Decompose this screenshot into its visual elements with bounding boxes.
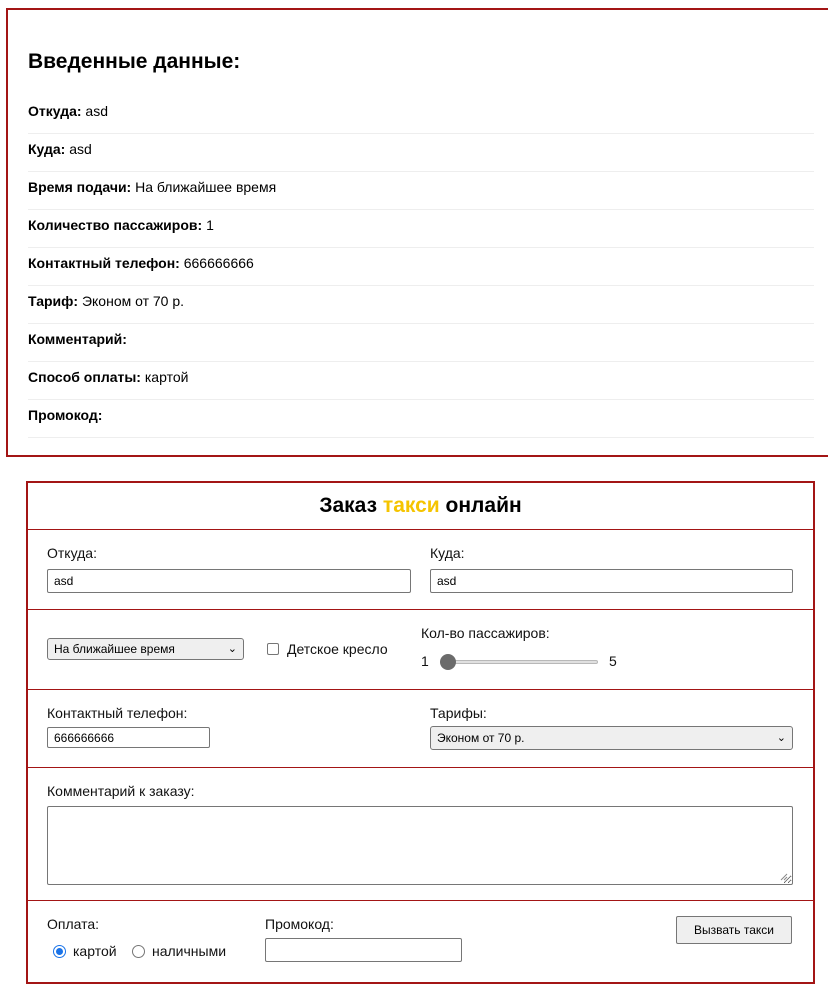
payment-card-label: картой — [73, 943, 117, 959]
summary-row-from — [28, 96, 814, 134]
pickup-time-value: На ближайшее время — [54, 642, 175, 656]
summary-label: Тариф: — [28, 293, 79, 309]
summary-row-time — [28, 172, 814, 210]
passengers-max: 5 — [609, 653, 617, 669]
summary-row-promo — [28, 400, 814, 438]
title-part-order: Заказ — [319, 494, 378, 517]
child-seat-label: Детское кресло — [287, 641, 388, 657]
summary-value: 666666666 — [183, 255, 254, 271]
phone-input[interactable] — [47, 727, 210, 748]
summary-row-tariff — [28, 286, 814, 324]
summary-label: Количество пассажиров: — [28, 217, 203, 233]
title-part-taxi: такси — [382, 494, 440, 517]
payment-card-radio[interactable] — [53, 945, 66, 958]
tariff-label: Тарифы: — [430, 705, 487, 721]
taxi-order-form — [26, 481, 815, 984]
comment-section — [28, 768, 813, 901]
slider-track — [440, 660, 598, 664]
slider-thumb[interactable] — [440, 654, 456, 670]
address-section — [28, 530, 813, 610]
to-label: Куда: — [430, 545, 465, 561]
summary-row-phone — [28, 248, 814, 286]
comment-textarea[interactable] — [47, 806, 793, 885]
entered-data-list — [28, 96, 814, 438]
tariff-value: Эконом от 70 р. — [437, 731, 525, 745]
summary-row-payment — [28, 362, 814, 400]
summary-value: Эконом от 70 р. — [81, 293, 185, 309]
call-taxi-button[interactable]: Вызвать такси — [676, 916, 792, 944]
child-seat-checkbox[interactable] — [267, 643, 279, 655]
payment-cash-radio[interactable] — [132, 945, 145, 958]
summary-label: Откуда: — [28, 103, 82, 119]
phone-tariff-section — [28, 690, 813, 768]
summary-label: Промокод: — [28, 407, 103, 423]
entered-data-heading: Введенные данные: — [28, 50, 241, 73]
title-part-online: онлайн — [445, 494, 522, 517]
chevron-down-icon: ⌄ — [227, 643, 237, 655]
passengers-min: 1 — [421, 653, 429, 669]
from-input[interactable] — [47, 569, 411, 593]
payment-section — [28, 901, 813, 983]
chevron-down-icon: ⌄ — [776, 732, 786, 744]
promo-input[interactable] — [265, 938, 462, 962]
summary-label: Куда: — [28, 141, 66, 157]
pickup-time-select[interactable] — [47, 638, 244, 660]
passengers-label: Кол-во пассажиров: — [421, 625, 550, 641]
phone-label: Контактный телефон: — [47, 705, 188, 721]
summary-value: На ближайшее время — [135, 179, 277, 195]
time-passengers-section — [28, 610, 813, 690]
summary-label: Время подачи: — [28, 179, 132, 195]
resize-grip-icon[interactable] — [780, 873, 788, 881]
summary-value: 1 — [206, 217, 214, 233]
passengers-slider[interactable] — [438, 652, 600, 672]
summary-label: Способ оплаты: — [28, 369, 141, 385]
summary-row-passengers — [28, 210, 814, 248]
tariff-select[interactable] — [430, 726, 793, 750]
to-input[interactable] — [430, 569, 793, 593]
payment-cash-label: наличными — [152, 943, 227, 959]
summary-row-to — [28, 134, 814, 172]
entered-data-panel — [6, 8, 828, 457]
summary-label: Контактный телефон: — [28, 255, 180, 271]
promo-label: Промокод: — [265, 916, 334, 932]
summary-value: картой — [144, 369, 189, 385]
summary-value: asd — [85, 103, 108, 119]
summary-label: Комментарий: — [28, 331, 127, 347]
form-title — [28, 483, 813, 530]
summary-row-comment — [28, 324, 814, 362]
comment-label: Комментарий к заказу: — [47, 783, 195, 799]
from-label: Откуда: — [47, 545, 97, 561]
summary-value: asd — [69, 141, 92, 157]
payment-label: Оплата: — [47, 916, 100, 932]
